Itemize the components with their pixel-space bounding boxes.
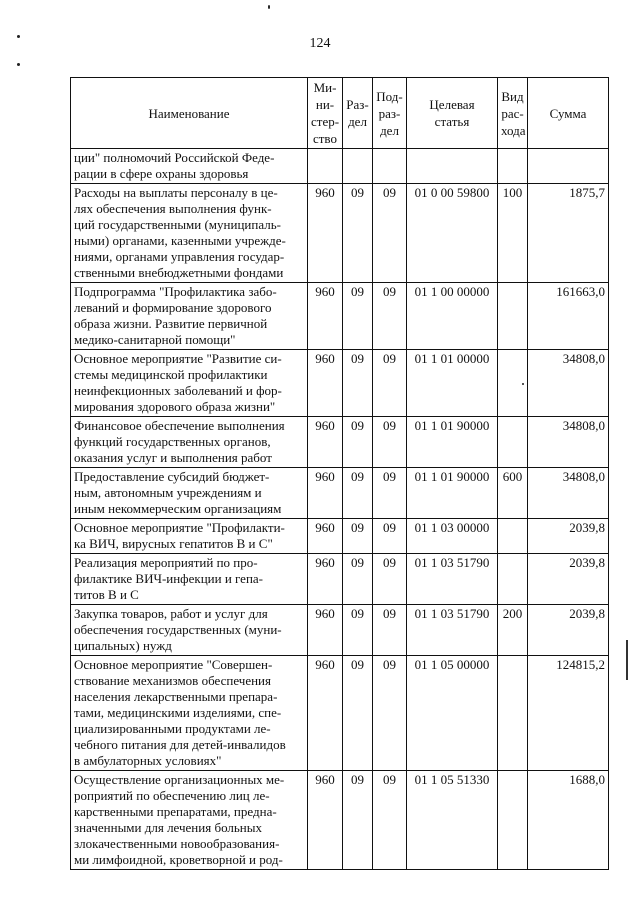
cell-amount: 1688,0	[528, 771, 609, 870]
cell-target: 01 1 00 00000	[407, 283, 498, 350]
cell-type	[498, 656, 528, 771]
header-name: Наименование	[71, 78, 308, 149]
table-row	[71, 283, 609, 350]
cell-name: Предоставление субсидий бюджет- ным, автономным учреждениям и иным некоммерческим организациям	[71, 468, 308, 519]
cell-ministry: 960	[308, 417, 343, 468]
cell-ministry: 960	[308, 283, 343, 350]
cell-type	[498, 283, 528, 350]
cell-ministry	[308, 149, 343, 184]
cell-amount: 2039,8	[528, 519, 609, 554]
cell-target: 01 1 03 00000	[407, 519, 498, 554]
cell-name: Расходы на выплаты персоналу в це- лях обеспечения выполнения функ- ций государственными (муниципаль- ными) органами, казенными учрежде- ниями, органами управления государ- ственными внебюджетными фондами	[71, 184, 308, 283]
cell-subsection: 09	[373, 184, 407, 283]
scan-edge-mark	[626, 640, 628, 680]
cell-amount: 34808,0	[528, 417, 609, 468]
table-row	[71, 519, 609, 554]
cell-amount: 34808,0	[528, 468, 609, 519]
cell-target: 01 1 03 51790	[407, 554, 498, 605]
table-row	[71, 184, 609, 283]
cell-type: 600	[498, 468, 528, 519]
cell-section: 09	[343, 350, 373, 417]
table-row	[71, 771, 609, 870]
cell-name: Подпрограмма "Профилактика забо- леваний и формирование здорового образа жизни. Развитие первичной медико-санитарной помощи"	[71, 283, 308, 350]
cell-amount: 2039,8	[528, 605, 609, 656]
budget-table	[70, 77, 609, 870]
cell-name: Реализация мероприятий по про- филактике ВИЧ-инфекции и гепа- титов В и С	[71, 554, 308, 605]
cell-ministry: 960	[308, 656, 343, 771]
cell-target: 01 1 05 51330	[407, 771, 498, 870]
table-header	[71, 78, 609, 149]
cell-ministry: 960	[308, 184, 343, 283]
cell-name: Основное мероприятие "Профилакти- ка ВИЧ, вирусных гепатитов В и С"	[71, 519, 308, 554]
cell-type: 200	[498, 605, 528, 656]
table-row	[71, 149, 609, 184]
table-row	[71, 350, 609, 417]
table-body	[71, 149, 609, 870]
cell-amount: 2039,8	[528, 554, 609, 605]
cell-target: 01 1 03 51790	[407, 605, 498, 656]
cell-amount	[528, 149, 609, 184]
header-target: Целевая статья	[407, 78, 498, 149]
cell-section: 09	[343, 184, 373, 283]
cell-type	[498, 149, 528, 184]
cell-target	[407, 149, 498, 184]
cell-section	[343, 149, 373, 184]
cell-name: Финансовое обеспечение выполнения функций государственных органов, оказания услуг и выполнения работ	[71, 417, 308, 468]
table-row	[71, 554, 609, 605]
table-row	[71, 656, 609, 771]
cell-target: 01 1 05 00000	[407, 656, 498, 771]
scan-speck	[17, 63, 20, 66]
cell-target: 01 1 01 90000	[407, 468, 498, 519]
header-section: Раз- дел	[343, 78, 373, 149]
cell-type	[498, 554, 528, 605]
cell-ministry: 960	[308, 350, 343, 417]
cell-subsection: 09	[373, 283, 407, 350]
cell-subsection: 09	[373, 468, 407, 519]
cell-name: Основное мероприятие "Совершен- ствование механизмов обеспечения населения лекарственными препара- тами, медицинскими изделиями, спе- циализированными продуктами ле- чебного питания для детей-инвалидов в амбулаторных условиях"	[71, 656, 308, 771]
cell-ministry: 960	[308, 468, 343, 519]
cell-amount: 124815,2	[528, 656, 609, 771]
scan-speck	[17, 35, 20, 38]
cell-type	[498, 350, 528, 417]
cell-amount: 1875,7	[528, 184, 609, 283]
cell-subsection: 09	[373, 350, 407, 417]
cell-target: 01 0 00 59800	[407, 184, 498, 283]
cell-ministry: 960	[308, 554, 343, 605]
cell-section: 09	[343, 519, 373, 554]
cell-section: 09	[343, 554, 373, 605]
cell-name: Осуществление организационных ме- роприятий по обеспечению лиц ле- карственными препаратами, предна- значенными для лечения больных злокачественными новообразования- ми лимфоидной, кроветворной и род-	[71, 771, 308, 870]
header-type: Вид рас- хода	[498, 78, 528, 149]
header-ministry: Ми- ни- стер- ство	[308, 78, 343, 149]
cell-subsection: 09	[373, 519, 407, 554]
cell-target: 01 1 01 00000	[407, 350, 498, 417]
cell-name: Основное мероприятие "Развитие си- стемы медицинской профилактики неинфекционных заболеваний и фор- мирования здорового образа жизни"	[71, 350, 308, 417]
page-number: 124	[309, 36, 331, 51]
header-amount: Сумма	[528, 78, 609, 149]
cell-name: ции" полномочий Российской Феде- рации в сфере охраны здоровья	[71, 149, 308, 184]
cell-subsection: 09	[373, 656, 407, 771]
cell-type	[498, 771, 528, 870]
cell-section: 09	[343, 656, 373, 771]
cell-type	[498, 519, 528, 554]
table-row	[71, 417, 609, 468]
cell-type	[498, 417, 528, 468]
cell-name: Закупка товаров, работ и услуг для обеспечения государственных (муни- ципальных) нужд	[71, 605, 308, 656]
cell-section: 09	[343, 468, 373, 519]
cell-subsection: 09	[373, 554, 407, 605]
cell-amount: 161663,0	[528, 283, 609, 350]
cell-subsection	[373, 149, 407, 184]
cell-section: 09	[343, 771, 373, 870]
table-row	[71, 468, 609, 519]
cell-section: 09	[343, 283, 373, 350]
cell-section: 09	[343, 605, 373, 656]
cell-ministry: 960	[308, 605, 343, 656]
cell-type: 100	[498, 184, 528, 283]
cell-ministry: 960	[308, 519, 343, 554]
cell-amount: 34808,0	[528, 350, 609, 417]
cell-ministry: 960	[308, 771, 343, 870]
cell-subsection: 09	[373, 771, 407, 870]
header-subsection: Под- раз- дел	[373, 78, 407, 149]
table-row	[71, 605, 609, 656]
cell-section: 09	[343, 417, 373, 468]
scan-speck	[268, 5, 270, 9]
cell-target: 01 1 01 90000	[407, 417, 498, 468]
cell-subsection: 09	[373, 605, 407, 656]
cell-subsection: 09	[373, 417, 407, 468]
